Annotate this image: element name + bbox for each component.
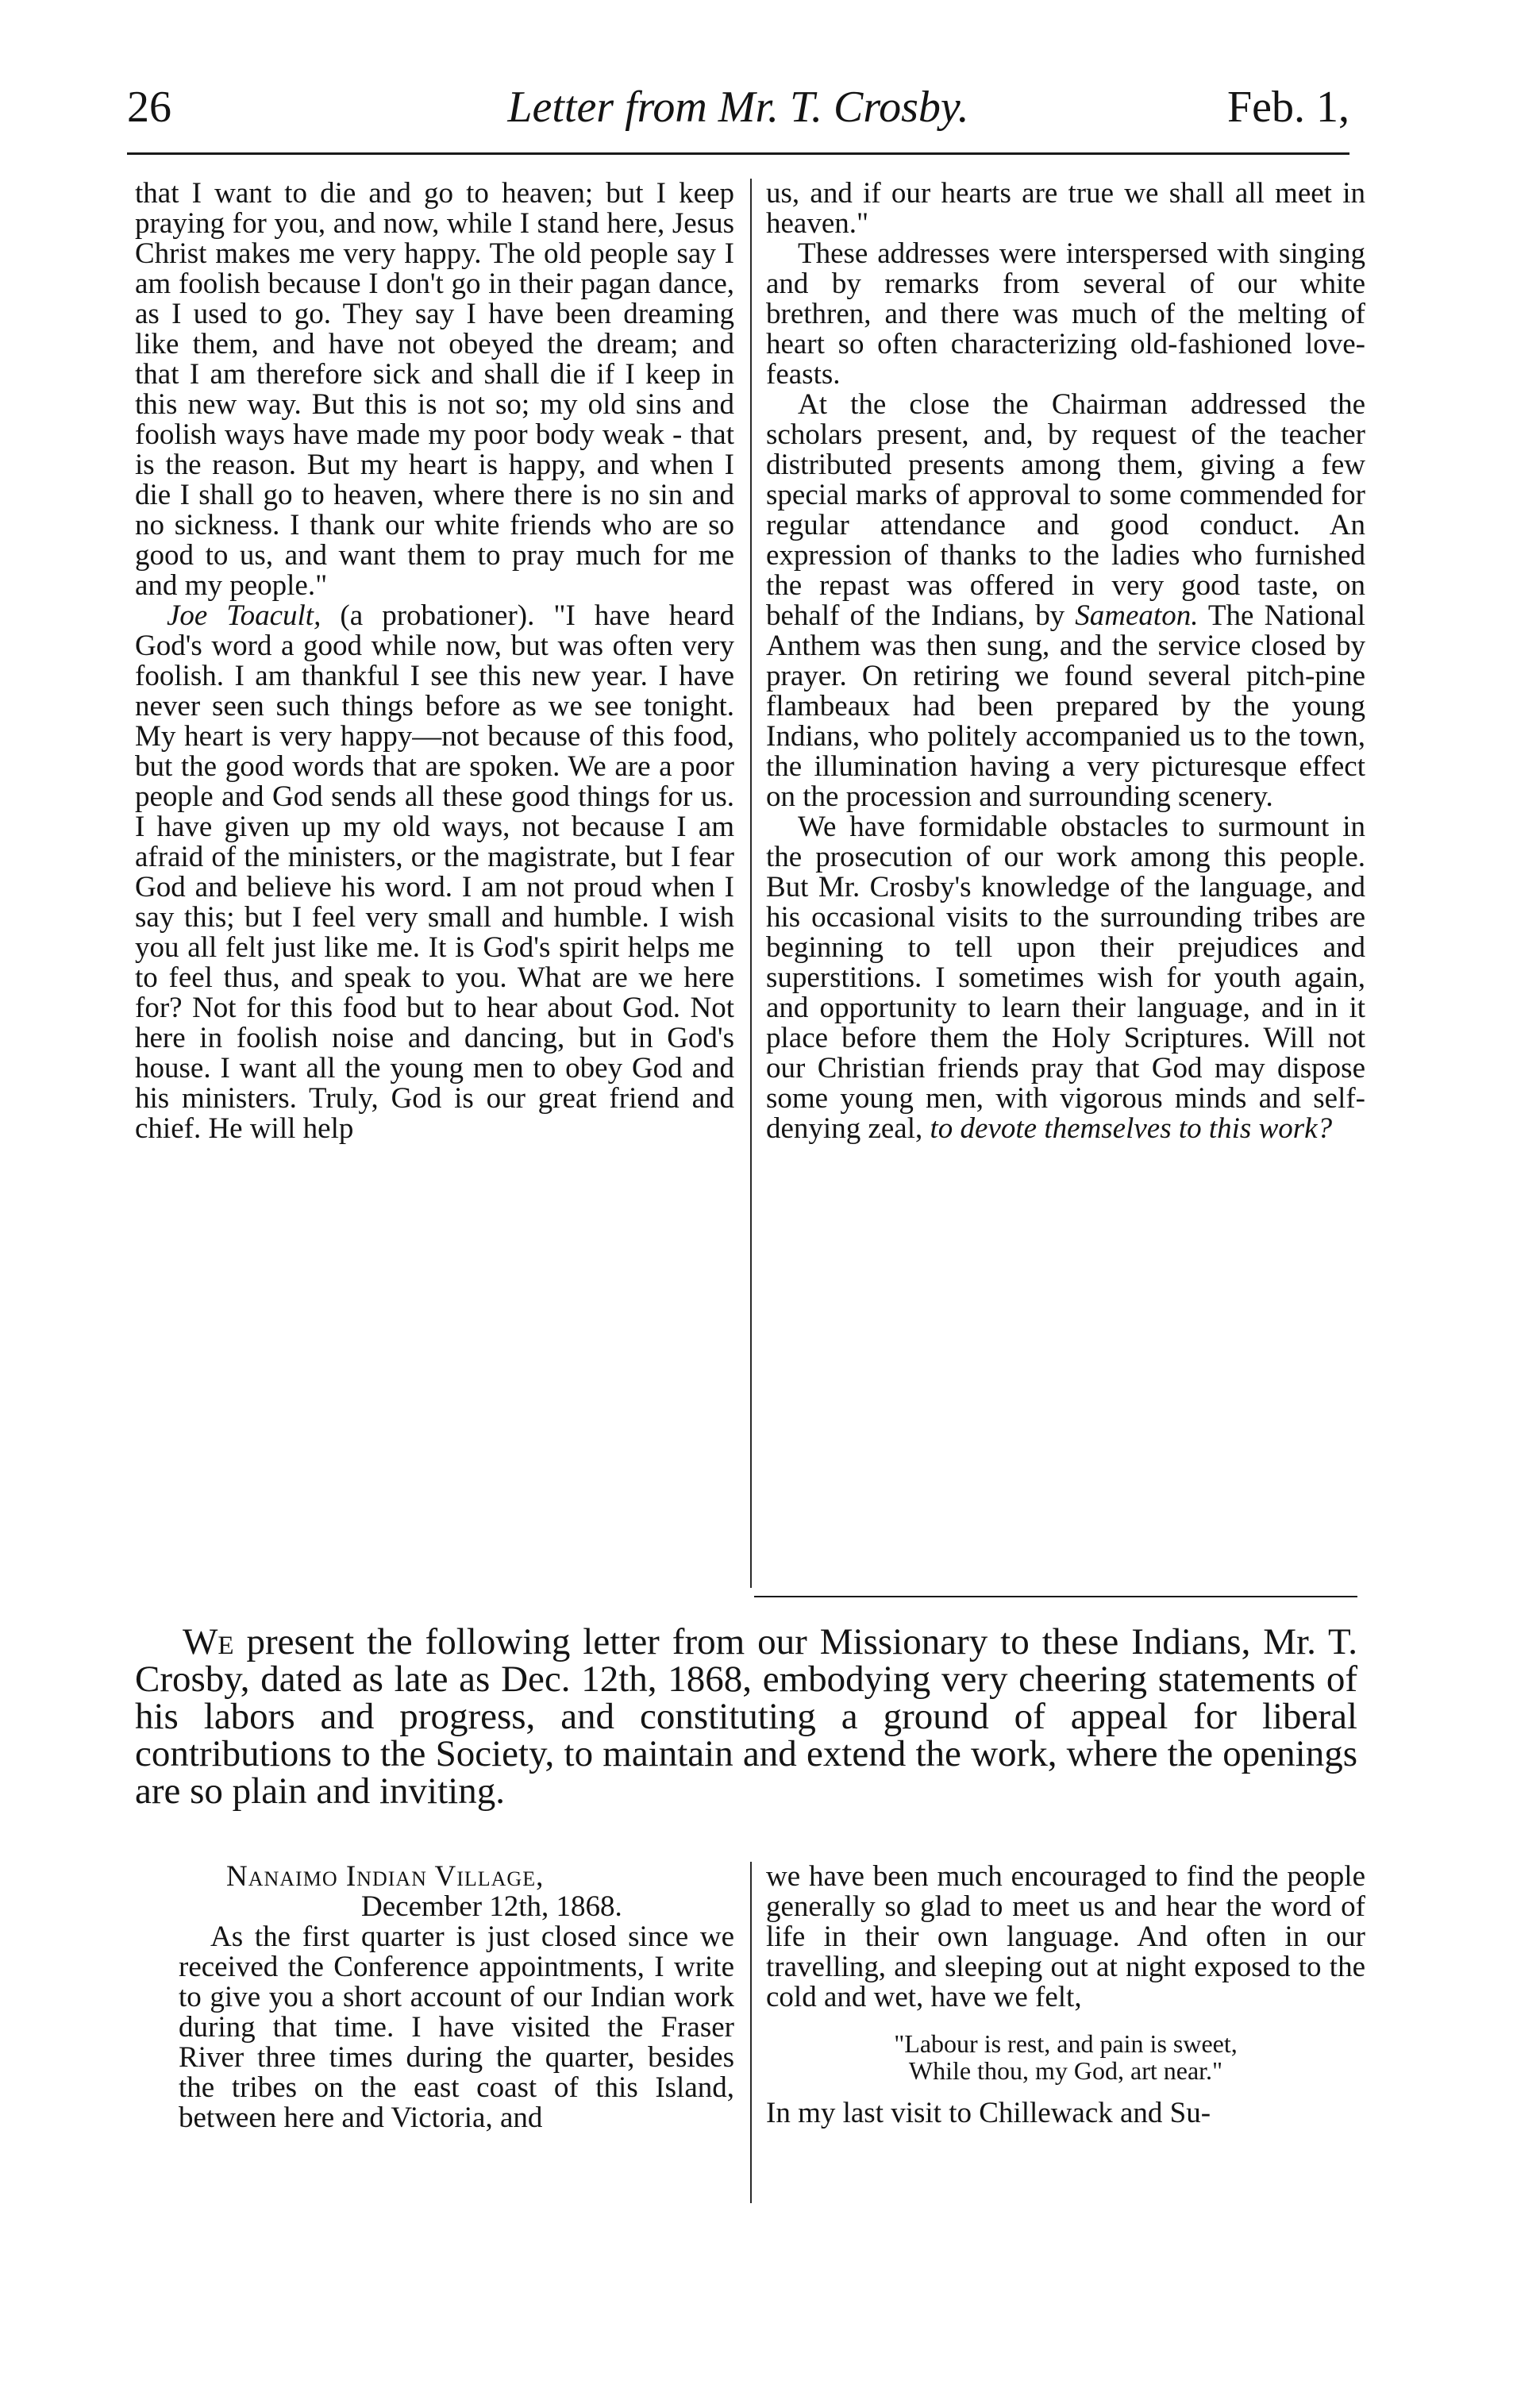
letter-date: December 12th, 1868. xyxy=(361,1890,622,1923)
quote-line-2: While thou, my God, art near." xyxy=(908,2056,1223,2085)
letter-continuation: we have been much encouraged to find the people generally so glad to meet us and hear the word of life in their own language. And often in our travelling, and sleeping out at night exposed to the cold and wet, have we felt, xyxy=(766,1860,1365,2013)
left-paragraph-2 xyxy=(135,601,734,1144)
right-paragraph-3-before: At the close the Chairman addressed the scholars present, and, by request of the teacher distributed presents among them, giving a few special marks of approval to some commended for regular attendance and good conduct. An expression of thanks to the ladies who furnished the repast was offered in very good taste, on behalf of the Indians, by xyxy=(766,388,1365,632)
right-column-top xyxy=(766,179,1365,1144)
header-rule xyxy=(127,152,1349,155)
right-paragraph-4-italic: to devote themselves to this work? xyxy=(930,1112,1333,1145)
issue-date: Feb. 1, xyxy=(1227,83,1349,132)
right-paragraph-2: These addresses were interspersed with singing and by remarks from several of our white brethren, and there was much of the melting of heart so often characterizing old-fashioned love-feasts. xyxy=(766,237,1365,391)
letter-right-column xyxy=(766,1862,1365,2129)
speaker-text: (a probationer). "I have heard God's word a good while now, but was often very foolish. I am thankful I see this new year. I have never seen such things before as we see tonight. My heart is very happy—not because of this food, but the good words that are spoken. We are a poor people and God sends all these good things for us. I have given up my old ways, not because I am afraid of the ministers, or the magistrate, but I fear God and believe his word. I am not proud when I say this; but I feel very small and humble. I wish you all felt just like me. It is God's spirit helps me to feel thus, and speak to you. What are we here for? Not for this food but to hear about God. Not here in foolish noise and dancing, but in God's house. I want all the young men to obey God and his ministers. Truly, God is our great friend and chief. He will help xyxy=(135,599,734,1145)
intro-lead-word: We xyxy=(183,1621,234,1662)
running-header xyxy=(127,79,1349,143)
column-divider-bottom xyxy=(750,1862,752,2203)
letter-left-column xyxy=(179,1862,734,2133)
name-sameaton: Sameaton. xyxy=(1075,599,1199,632)
left-column-top xyxy=(135,179,734,1144)
editorial-intro xyxy=(135,1621,1357,1812)
section-rule xyxy=(754,1596,1357,1597)
left-paragraph-1: that I want to die and go to heaven; but I keep praying for you, and now, while I stand here, Jesus Christ makes me very happy. The old people say I am foolish because I don't go in their pagan dance, as I used to go. They say I have been dreaming like them, and have not obeyed the dream; and that I am therefore sick and shall die if I keep in this new way. But this is not so; my old sins and foolish ways have made my poor body weak - that is the reason. But my heart is happy, and when I die I shall go to heaven, where there is no sin and no sickness. I thank our white friends who are so good to us, and want them to pray much for me and my people." xyxy=(135,177,734,602)
right-paragraph-3 xyxy=(766,390,1365,812)
column-divider xyxy=(750,179,752,1588)
quote-line-1: "Labour is rest, and pain is sweet, xyxy=(894,2029,1238,2058)
intro-text: present the following letter from our Missionary to these Indians, Mr. T. Crosby, dated as late as Dec. 12th, 1868, embodying very cheering statements of his labors and progress, and constituting a ground of appeal for liberal contributions to the Society, to maintain and extend the work, where the openings are so plain and inviting. xyxy=(135,1621,1357,1812)
right-paragraph-4 xyxy=(766,812,1365,1144)
running-title: Letter from Mr. T. Crosby. xyxy=(507,83,969,132)
letter-closing-line: In my last visit to Chillewack and Su- xyxy=(766,2097,1211,2129)
hymn-quote xyxy=(766,2030,1365,2084)
letter-location: Nanaimo Indian Village, xyxy=(226,1860,545,1893)
right-paragraph-3-after: The National Anthem was then sung, and the service closed by prayer. On retiring we found several pitch-pine flambeaux had been prepared by the young Indians, who politely accompanied us to the town, the illumination having a very picturesque effect on the procession and surrounding scenery. xyxy=(766,599,1365,813)
right-paragraph-4-text: We have formidable obstacles to surmount in the prosecution of our work among this people. But Mr. Crosby's knowledge of the language, and his occasional visits to the surrounding tribes are beginning to tell upon their prejudices and superstitions. I sometimes wish for youth again, and opportunity to learn their language, and in it place before them the Holy Scriptures. Will not our Christian friends pray that God may dispose some young men, with vigorous minds and self-denying zeal, xyxy=(766,811,1365,1145)
speaker-name: Joe Toacult, xyxy=(167,599,321,632)
right-paragraph-1: us, and if our hearts are true we shall all meet in heaven." xyxy=(766,177,1365,240)
intro-paragraph xyxy=(135,1621,1357,1812)
letter-paragraph-1: As the first quarter is just closed since we received the Conference appointments, I write to give you a short account of our Indian work during that time. I have visited the Fraser River three times during the quarter, besides the tribes on the east coast of this Island, between here and Victoria, and xyxy=(179,1921,734,2134)
page-number: 26 xyxy=(127,83,171,132)
